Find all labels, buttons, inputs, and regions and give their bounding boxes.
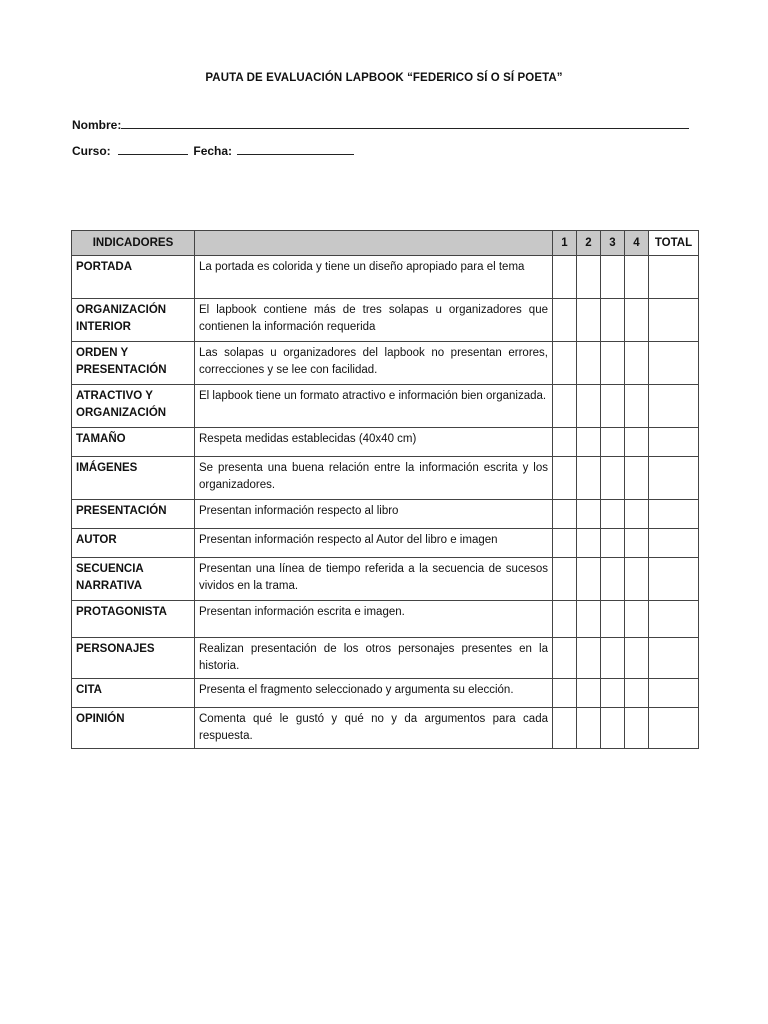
- table-row: [72, 500, 699, 529]
- score-2-cell[interactable]: [577, 601, 601, 638]
- curso-fecha-line: [72, 143, 354, 158]
- indicator-cell: OPINIÓN: [72, 708, 195, 749]
- score-1-cell[interactable]: [553, 342, 577, 385]
- document-title: PAUTA DE EVALUACIÓN LAPBOOK “FEDERICO SÍ O SÍ POETA”: [205, 72, 563, 84]
- description-cell: Se presenta una buena relación entre la información escrita y los organizadores.: [195, 457, 553, 500]
- score-2-cell[interactable]: [577, 500, 601, 529]
- header-total: TOTAL: [649, 231, 699, 256]
- description-cell: Presenta el fragmento seleccionado y argumenta su elección.: [195, 679, 553, 708]
- indicator-cell: PRESENTACIÓN: [72, 500, 195, 529]
- description-cell: Presentan información escrita e imagen.: [195, 601, 553, 638]
- score-1-cell[interactable]: [553, 500, 577, 529]
- evaluation-table: [71, 230, 699, 749]
- description-cell: Presentan información respecto al libro: [195, 500, 553, 529]
- score-3-cell[interactable]: [601, 457, 625, 500]
- score-1-cell[interactable]: [553, 457, 577, 500]
- description-cell: Las solapas u organizadores del lapbook no presentan errores, correcciones y se lee con facilidad.: [195, 342, 553, 385]
- nombre-line: [72, 117, 689, 132]
- score-2-cell[interactable]: [577, 256, 601, 299]
- score-3-cell[interactable]: [601, 708, 625, 749]
- header-score-3: 3: [601, 231, 625, 256]
- total-cell[interactable]: [649, 457, 699, 500]
- table-row: [72, 529, 699, 558]
- table-row: [72, 638, 699, 679]
- score-1-cell[interactable]: [553, 601, 577, 638]
- table-row: [72, 385, 699, 428]
- indicator-cell: PROTAGONISTA: [72, 601, 195, 638]
- description-cell: Presentan una línea de tiempo referida a la secuencia de sucesos vividos en la trama.: [195, 558, 553, 601]
- score-3-cell[interactable]: [601, 500, 625, 529]
- score-2-cell[interactable]: [577, 529, 601, 558]
- indicator-cell: PERSONAJES: [72, 638, 195, 679]
- score-3-cell[interactable]: [601, 558, 625, 601]
- description-cell: Realizan presentación de los otros personajes presentes en la historia.: [195, 638, 553, 679]
- table-row: [72, 428, 699, 457]
- fecha-label: Fecha:: [193, 144, 233, 158]
- score-1-cell[interactable]: [553, 529, 577, 558]
- score-2-cell[interactable]: [577, 385, 601, 428]
- description-cell: El lapbook tiene un formato atractivo e información bien organizada.: [195, 385, 553, 428]
- score-4-cell[interactable]: [625, 500, 649, 529]
- score-1-cell[interactable]: [553, 256, 577, 299]
- total-cell[interactable]: [649, 256, 699, 299]
- score-4-cell[interactable]: [625, 385, 649, 428]
- indicator-cell: IMÁGENES: [72, 457, 195, 500]
- score-2-cell[interactable]: [577, 638, 601, 679]
- total-cell[interactable]: [649, 428, 699, 457]
- score-2-cell[interactable]: [577, 342, 601, 385]
- total-cell[interactable]: [649, 299, 699, 342]
- table-row: [72, 256, 699, 299]
- header-indicadores: INDICADORES: [72, 231, 195, 256]
- indicator-cell: ATRACTIVO Y ORGANIZACIÓN: [72, 385, 195, 428]
- score-4-cell[interactable]: [625, 601, 649, 638]
- description-cell: Respeta medidas establecidas (40x40 cm): [195, 428, 553, 457]
- indicator-cell: PORTADA: [72, 256, 195, 299]
- description-cell: Comenta qué le gustó y qué no y da argumentos para cada respuesta.: [195, 708, 553, 749]
- description-cell: La portada es colorida y tiene un diseño apropiado para el tema: [195, 256, 553, 299]
- total-cell[interactable]: [649, 500, 699, 529]
- indicator-cell: AUTOR: [72, 529, 195, 558]
- score-1-cell[interactable]: [553, 299, 577, 342]
- curso-label: Curso:: [72, 144, 111, 158]
- score-3-cell[interactable]: [601, 428, 625, 457]
- score-4-cell[interactable]: [625, 558, 649, 601]
- score-4-cell[interactable]: [625, 457, 649, 500]
- score-3-cell[interactable]: [601, 385, 625, 428]
- indicator-cell: CITA: [72, 679, 195, 708]
- score-1-cell[interactable]: [553, 708, 577, 749]
- header-description: [195, 231, 553, 256]
- score-1-cell[interactable]: [553, 679, 577, 708]
- score-4-cell[interactable]: [625, 256, 649, 299]
- total-cell[interactable]: [649, 679, 699, 708]
- score-2-cell[interactable]: [577, 679, 601, 708]
- table-header-row: [72, 231, 699, 256]
- description-cell: El lapbook contiene más de tres solapas u organizadores que contienen la información requerida: [195, 299, 553, 342]
- score-4-cell[interactable]: [625, 299, 649, 342]
- score-2-cell[interactable]: [577, 708, 601, 749]
- total-cell[interactable]: [649, 385, 699, 428]
- total-cell[interactable]: [649, 558, 699, 601]
- total-cell[interactable]: [649, 601, 699, 638]
- score-3-cell[interactable]: [601, 256, 625, 299]
- table-row: [72, 558, 699, 601]
- indicator-cell: TAMAÑO: [72, 428, 195, 457]
- header-score-1: 1: [553, 231, 577, 256]
- indicator-cell: SECUENCIA NARRATIVA: [72, 558, 195, 601]
- table-row: [72, 708, 699, 749]
- header-score-2: 2: [577, 231, 601, 256]
- nombre-field[interactable]: [121, 117, 689, 129]
- score-3-cell[interactable]: [601, 299, 625, 342]
- table-row: [72, 299, 699, 342]
- score-2-cell[interactable]: [577, 457, 601, 500]
- score-3-cell[interactable]: [601, 601, 625, 638]
- score-4-cell[interactable]: [625, 679, 649, 708]
- table-row: [72, 457, 699, 500]
- score-4-cell[interactable]: [625, 529, 649, 558]
- total-cell[interactable]: [649, 529, 699, 558]
- score-4-cell[interactable]: [625, 638, 649, 679]
- score-2-cell[interactable]: [577, 299, 601, 342]
- score-1-cell[interactable]: [553, 385, 577, 428]
- score-2-cell[interactable]: [577, 558, 601, 601]
- table-row: [72, 342, 699, 385]
- score-1-cell[interactable]: [553, 638, 577, 679]
- indicator-cell: ORGANIZACIÓN INTERIOR: [72, 299, 195, 342]
- score-4-cell[interactable]: [625, 428, 649, 457]
- score-2-cell[interactable]: [577, 428, 601, 457]
- header-score-4: 4: [625, 231, 649, 256]
- score-3-cell[interactable]: [601, 342, 625, 385]
- score-3-cell[interactable]: [601, 529, 625, 558]
- description-cell: Presentan información respecto al Autor del libro e imagen: [195, 529, 553, 558]
- indicator-cell: ORDEN Y PRESENTACIÓN: [72, 342, 195, 385]
- score-1-cell[interactable]: [553, 558, 577, 601]
- total-cell[interactable]: [649, 342, 699, 385]
- nombre-label: Nombre:: [72, 118, 122, 132]
- score-3-cell[interactable]: [601, 679, 625, 708]
- score-4-cell[interactable]: [625, 708, 649, 749]
- table-row: [72, 679, 699, 708]
- total-cell[interactable]: [649, 708, 699, 749]
- total-cell[interactable]: [649, 638, 699, 679]
- score-4-cell[interactable]: [625, 342, 649, 385]
- fecha-field[interactable]: [237, 143, 354, 155]
- score-1-cell[interactable]: [553, 428, 577, 457]
- score-3-cell[interactable]: [601, 638, 625, 679]
- table-row: [72, 601, 699, 638]
- curso-field[interactable]: [118, 143, 188, 155]
